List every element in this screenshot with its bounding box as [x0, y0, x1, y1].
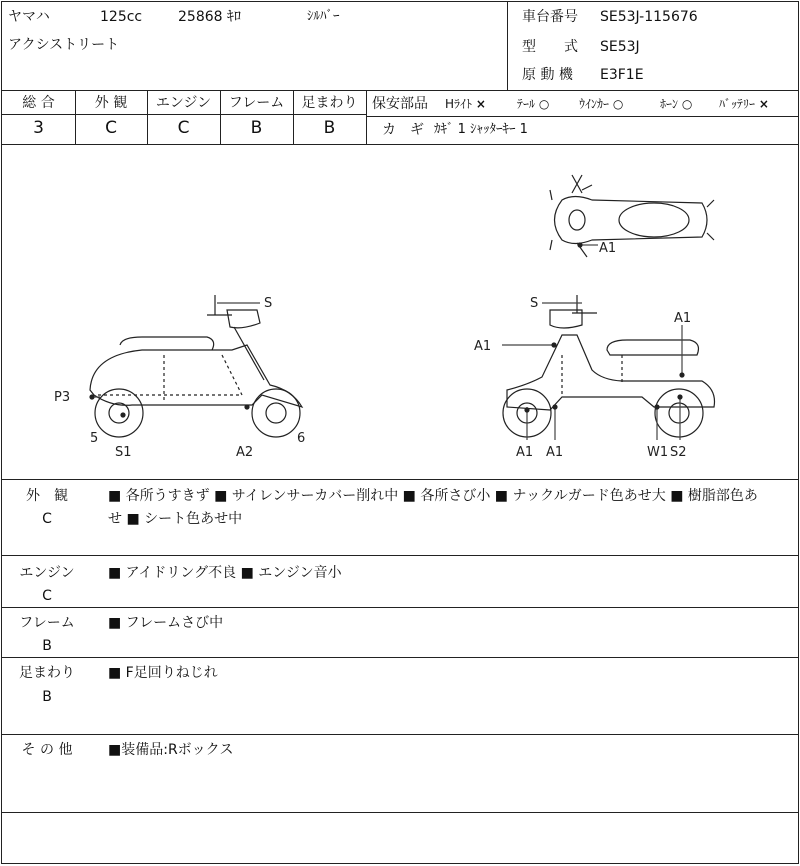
label-right-a1-b2: A1 [546, 445, 564, 460]
score-label-frame: フレーム [228, 95, 285, 111]
remark-grade-engine: C [42, 588, 52, 604]
label-right-a1-b1: A1 [516, 445, 534, 460]
safety-item-name: Hﾗｲﾄ [445, 97, 473, 111]
remark-title-exterior: 外 観 [26, 488, 68, 504]
remark-line: ■ フレームさび中 [108, 615, 224, 631]
remark-grade-frame: B [42, 638, 52, 654]
label-right-a1-top: A1 [674, 311, 692, 326]
remark-line: ■ アイドリング不良 ■ エンジン音小 [108, 565, 342, 581]
remark-grade-exterior: C [42, 511, 52, 527]
score-label-overall: 総 合 [22, 95, 55, 111]
score-label-exterior: 外 観 [94, 95, 128, 111]
label-right-a1-left: A1 [474, 339, 492, 354]
remark-line: せ ■ シート色あせ中 [108, 511, 243, 527]
grid-line [366, 116, 798, 117]
label-left-p3: P3 [54, 390, 71, 405]
safety-item-tail [517, 95, 549, 113]
scooter-top-view [550, 175, 714, 257]
grid-line [366, 90, 367, 144]
score-frame: B [250, 118, 263, 138]
safety-item-headlight [445, 95, 486, 113]
label-left-5: 5 [90, 431, 99, 446]
header-divider [507, 2, 508, 90]
mileage: 25868 ｷﾛ [178, 9, 241, 25]
model-name: アクシストリート [8, 37, 120, 53]
scooter-side-view-left [90, 295, 302, 437]
safety-item-winker [579, 95, 623, 113]
score-label-suspension: 足まわり [301, 95, 358, 111]
safety-item-name: ｳｲﾝｶｰ [579, 97, 610, 111]
remark-line: ■ F足回りねじれ [108, 665, 218, 681]
scooter-diagram [2, 145, 798, 479]
divider [2, 479, 798, 480]
label-top-a1: A1 [599, 241, 617, 256]
label-left-s: S [264, 296, 273, 311]
score-engine: C [177, 118, 190, 138]
score-suspension: B [323, 118, 336, 138]
safety-item-name: ﾊﾞｯﾃﾘｰ [719, 97, 756, 111]
remark-line: ■ 各所うすきず ■ サイレンサーカバー削れ中 ■ 各所さび小 ■ ナックルガード色あせ大 ■ 樹脂部色あ [108, 488, 758, 504]
remark-grade-suspension: B [42, 689, 52, 705]
label-right-s: S [530, 296, 539, 311]
remark-title-suspension: 足まわり [19, 665, 75, 681]
label-right-w1: W1 [647, 445, 669, 460]
maker: ヤマハ [8, 9, 50, 25]
safety-mark: ○ [538, 97, 550, 111]
label-left-6: 6 [297, 431, 306, 446]
divider [2, 657, 798, 658]
safety-item-name: ﾎｰﾝ [660, 97, 679, 111]
divider [2, 812, 798, 813]
grid-line [2, 114, 366, 115]
remark-title-engine: エンジン [19, 565, 75, 581]
score-overall: 3 [33, 118, 44, 138]
divider [2, 607, 798, 608]
label-right-s2: S2 [670, 445, 687, 460]
key-value: ｶｷﾞ 1 ｼｬｯﾀｰｷｰ 1 [434, 122, 528, 137]
safety-mark: ○ [681, 97, 693, 111]
safety-mark: × [758, 97, 769, 111]
label-left-a2: A2 [236, 445, 254, 460]
frame-no-label: 車台番号 [522, 9, 578, 25]
key-label: カ ギ [382, 122, 424, 138]
inspection-sheet [1, 1, 799, 864]
safety-mark: ○ [612, 97, 624, 111]
engine-value: E3F1E [600, 67, 644, 83]
remark-title-other: そ の 他 [21, 742, 73, 758]
safety-item-name: ﾃｰﾙ [517, 97, 536, 111]
frame-no: SE53J-115676 [600, 9, 698, 25]
safety-label: 保安部品 [372, 96, 428, 112]
type-value: SE53J [600, 39, 640, 55]
type-label: 型 式 [522, 39, 578, 55]
score-label-engine: エンジン [155, 95, 212, 111]
score-exterior: C [105, 118, 117, 138]
remark-title-frame: フレーム [19, 615, 75, 631]
safety-item-horn [660, 95, 692, 113]
divider [2, 90, 798, 91]
label-left-s1: S1 [115, 445, 132, 460]
remark-line: ■装備品:Rボックス [108, 742, 234, 758]
divider [2, 555, 798, 556]
divider [2, 734, 798, 735]
safety-mark: × [475, 97, 486, 111]
displacement: 125cc [100, 9, 143, 25]
color: ｼﾙﾊﾞｰ [307, 9, 340, 24]
engine-label: 原 動 機 [522, 67, 573, 83]
safety-item-battery [719, 95, 769, 113]
